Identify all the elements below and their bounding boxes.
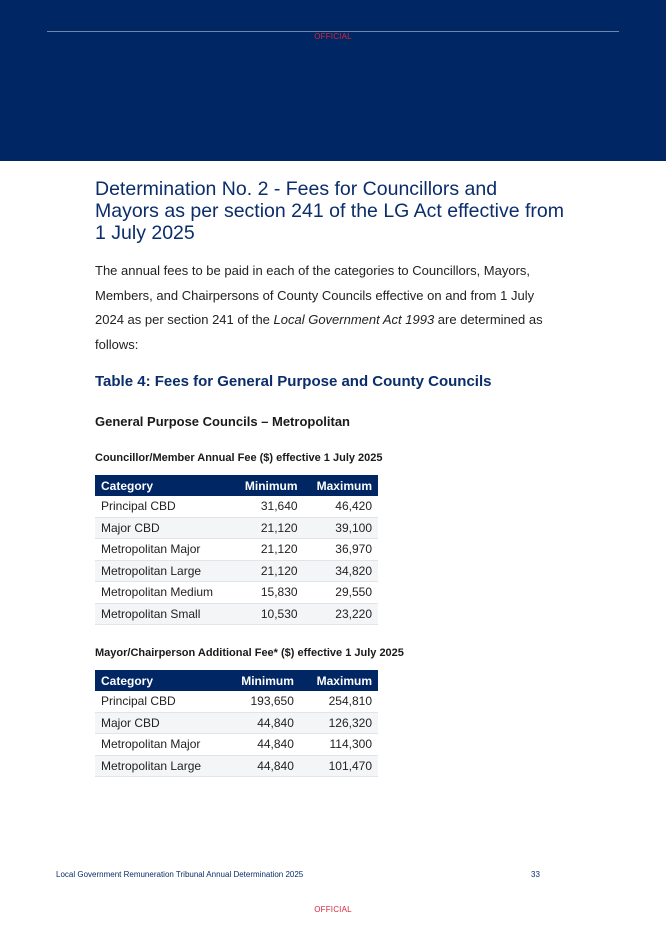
cell-minimum: 21,120 (232, 517, 303, 539)
classification-label-bottom: OFFICIAL (314, 905, 352, 914)
cell-minimum: 31,640 (232, 496, 303, 517)
table-row (95, 496, 378, 517)
table-row (95, 755, 378, 777)
section-heading: General Purpose Councils – Metropolitan (95, 414, 350, 429)
cell-maximum: 39,100 (304, 517, 378, 539)
cell-minimum: 44,840 (225, 712, 300, 734)
table-row (95, 734, 378, 756)
classification-label-top: OFFICIAL (314, 32, 352, 41)
footer-document-title: Local Government Remuneration Tribunal Annual Determination 2025 (56, 870, 304, 879)
table-header-row (95, 670, 378, 691)
cell-maximum: 29,550 (304, 582, 378, 604)
cell-category: Major CBD (95, 517, 232, 539)
table-row (95, 539, 378, 561)
header-banner (0, 0, 666, 161)
page-number: 33 (531, 870, 540, 879)
table-row (95, 691, 378, 712)
cell-minimum: 44,840 (225, 734, 300, 756)
cell-maximum: 101,470 (300, 755, 378, 777)
column-header-minimum: Minimum (232, 475, 303, 496)
cell-maximum: 23,220 (304, 603, 378, 625)
cell-category: Metropolitan Medium (95, 582, 232, 604)
table-header-row (95, 475, 378, 496)
cell-maximum: 126,320 (300, 712, 378, 734)
councillor-fee-table (95, 475, 378, 625)
cell-minimum: 21,120 (232, 539, 303, 561)
column-header-category: Category (95, 475, 232, 496)
cell-minimum: 193,650 (225, 691, 300, 712)
intro-paragraph (95, 259, 565, 357)
column-header-minimum: Minimum (225, 670, 300, 691)
mayor-table-caption: Mayor/Chairperson Additional Fee* ($) effective 1 July 2025 (95, 647, 404, 659)
cell-category: Metropolitan Major (95, 734, 225, 756)
cell-maximum: 254,810 (300, 691, 378, 712)
intro-text-start: The annual fees to be paid in each of the categories to Councillors, Mayors, Members, and Chairpersons of County Councils effective on and from 1 July 2024 as per section 241 of the (95, 263, 535, 327)
cell-category: Metropolitan Large (95, 755, 225, 777)
column-header-category: Category (95, 670, 225, 691)
table-row (95, 603, 378, 625)
mayor-fee-table (95, 670, 378, 777)
table-heading: Table 4: Fees for General Purpose and County Councils (95, 373, 492, 390)
cell-maximum: 34,820 (304, 560, 378, 582)
cell-category: Metropolitan Major (95, 539, 232, 561)
cell-maximum: 46,420 (304, 496, 378, 517)
table-row (95, 517, 378, 539)
cell-category: Principal CBD (95, 691, 225, 712)
intro-text-end: are determined as follows: (95, 312, 543, 352)
cell-maximum: 114,300 (300, 734, 378, 756)
cell-category: Metropolitan Small (95, 603, 232, 625)
table-row (95, 712, 378, 734)
column-header-maximum: Maximum (304, 475, 378, 496)
page-title: Determination No. 2 - Fees for Councillors and Mayors as per section 241 of the LG Act effective from 1 July 2025 (95, 178, 564, 244)
cell-category: Major CBD (95, 712, 225, 734)
cell-minimum: 15,830 (232, 582, 303, 604)
councillor-table-caption: Councillor/Member Annual Fee ($) effective 1 July 2025 (95, 452, 383, 464)
cell-category: Principal CBD (95, 496, 232, 517)
table-row (95, 560, 378, 582)
cell-minimum: 21,120 (232, 560, 303, 582)
table-row (95, 582, 378, 604)
cell-minimum: 10,530 (232, 603, 303, 625)
cell-category: Metropolitan Large (95, 560, 232, 582)
cell-maximum: 36,970 (304, 539, 378, 561)
column-header-maximum: Maximum (300, 670, 378, 691)
act-name: Local Government Act 1993 (273, 312, 435, 327)
cell-minimum: 44,840 (225, 755, 300, 777)
